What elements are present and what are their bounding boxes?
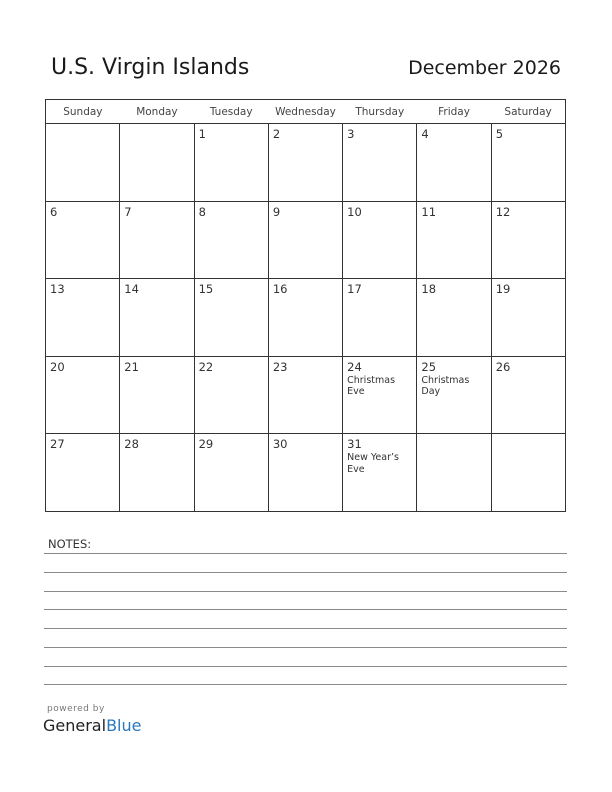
weekday-header: Monday [120,100,194,124]
day-cell [120,356,194,434]
day-cell [46,124,120,202]
day-cell [491,124,565,202]
powered-by-text: powered by [47,704,105,714]
day-cell [343,201,417,279]
day-cell [417,279,491,357]
day-number: 28 [124,437,139,452]
day-number: 10 [347,204,362,219]
day-cell-holiday [343,356,417,434]
holiday-label: Day [421,386,441,398]
day-number: 9 [272,204,281,219]
day-cell [343,124,417,202]
weekday-header-row [46,100,566,124]
day-number: 20 [50,359,65,374]
day-number: 2 [272,127,281,141]
day-cell [268,356,342,434]
note-line [44,684,567,685]
day-cell [491,434,565,512]
weekday-header: Friday [417,100,491,124]
day-number: 7 [124,204,132,219]
day-number: 14 [124,282,139,297]
holiday-label: New Year’s [347,452,399,464]
day-cell-holiday [417,356,491,434]
day-cell [417,201,491,279]
day-cell [120,434,194,512]
day-cell [268,434,342,512]
day-cell [46,201,120,279]
generalblue-logo [43,716,141,735]
week-row [46,356,566,434]
day-cell [120,124,194,202]
day-number: 19 [495,282,511,297]
day-number: 25 [421,359,437,374]
day-number: 11 [421,204,437,219]
day-number: 6 [50,204,58,219]
weekday-header: Wednesday [268,100,342,124]
day-cell [46,279,120,357]
week-row [46,124,566,202]
day-cell [491,201,565,279]
week-row [46,279,566,357]
day-number: 1 [198,127,206,141]
day-number: 8 [198,204,206,219]
day-cell [268,124,342,202]
day-number: 15 [198,282,214,297]
day-number: 18 [421,282,437,297]
day-number: 29 [198,437,214,452]
day-number: 13 [50,282,65,297]
day-number: 26 [495,359,511,374]
day-cell [417,124,491,202]
holiday-label: Eve [347,463,365,475]
day-cell-holiday [343,434,417,512]
day-number: 16 [272,282,288,297]
note-line [44,647,567,648]
holiday-label: Eve [347,386,365,398]
brand-name-blue: Blue [106,716,142,735]
note-line [44,591,567,592]
day-cell [194,201,268,279]
note-line [44,666,567,667]
calendar-grid [45,99,566,512]
day-number: 4 [421,127,429,141]
day-cell [268,201,342,279]
brand-name-general: General [43,716,107,735]
calendar-region-title: U.S. Virgin Islands [51,55,250,80]
notes-label: NOTES: [48,537,92,551]
day-cell [491,356,565,434]
day-number: 27 [50,437,65,452]
day-cell [268,279,342,357]
day-number: 23 [272,359,288,374]
day-cell [46,434,120,512]
note-line [44,572,567,573]
weekday-header: Tuesday [194,100,268,124]
day-cell [120,279,194,357]
day-number: 21 [124,359,139,374]
day-number: 12 [495,204,511,219]
day-number: 5 [495,127,504,141]
note-line [44,609,567,610]
day-cell [491,279,565,357]
week-row [46,201,566,279]
holiday-label: Christmas [421,374,470,386]
note-line [44,628,567,629]
day-number: 30 [272,437,288,452]
day-cell [343,279,417,357]
day-number: 17 [347,282,362,297]
weekday-header: Sunday [46,100,120,124]
day-cell [417,434,491,512]
week-row [46,434,566,512]
day-cell [46,356,120,434]
weekday-header: Saturday [491,100,565,124]
day-cell [194,356,268,434]
holiday-label: Christmas [347,374,396,386]
day-number: 24 [347,359,362,374]
day-cell [120,201,194,279]
day-cell [194,434,268,512]
day-cell [194,279,268,357]
calendar-month-title: December 2026 [408,57,561,79]
weekday-header: Thursday [343,100,417,124]
day-number: 22 [198,359,214,374]
day-number: 3 [347,127,355,141]
note-line [44,553,567,554]
day-cell [194,124,268,202]
day-number: 31 [347,437,362,452]
